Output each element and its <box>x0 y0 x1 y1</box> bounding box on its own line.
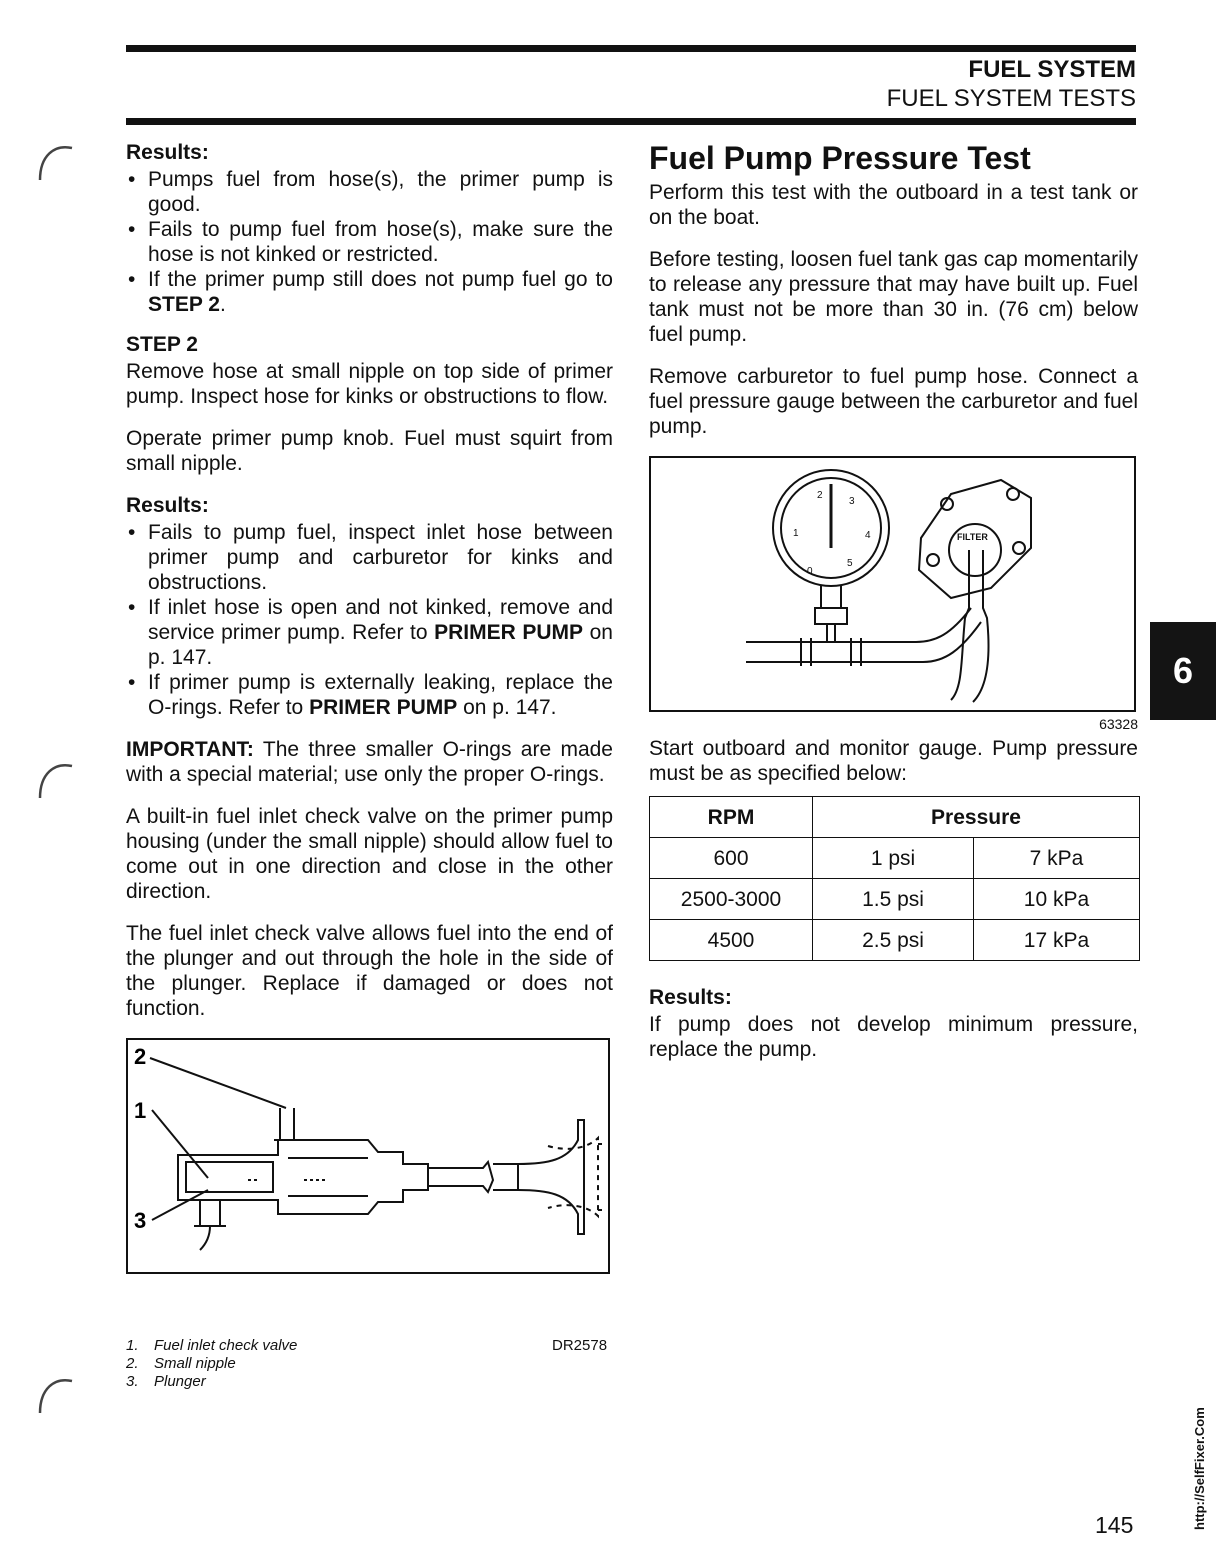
table-cell: 600 <box>650 838 813 879</box>
important-note: IMPORTANT: The three smaller O-rings are made with a special material; use only the proper O-rings. <box>126 738 613 786</box>
check-valve-text: The fuel inlet check valve allows fuel into the end of the plunger and out through the hole in the side of the plunger. Replace if damaged or does not function. <box>126 922 613 1020</box>
primer-pump-drawing <box>128 1040 608 1272</box>
table-header-row <box>650 797 1140 838</box>
legend-item: 2. Small nipple <box>126 1355 236 1372</box>
list-item: • Pumps fuel from hose(s), the primer pump is good. <box>126 167 613 217</box>
table-cell: 2500-3000 <box>650 879 813 920</box>
subsection-title: FUEL SYSTEM TESTS <box>886 85 1136 112</box>
results-heading: Results: <box>649 986 732 1009</box>
binder-hole-mark <box>34 1375 74 1415</box>
binder-hole-mark <box>34 760 74 800</box>
operate-text: Operate primer pump knob. Fuel must squirt from small nipple. <box>126 427 613 475</box>
legend-item: 1. Fuel inlet check valve <box>126 1337 298 1354</box>
table-cell: 10 kPa <box>974 879 1140 920</box>
gauge-mark: 2 <box>817 490 823 501</box>
table-row <box>650 920 1140 961</box>
chapter-tab: 6 <box>1150 622 1216 720</box>
figure-id: 63328 <box>1099 716 1138 732</box>
results-list <box>126 167 613 317</box>
page-title: Fuel Pump Pressure Test <box>649 140 1031 176</box>
left-column <box>126 140 613 1274</box>
callout-1: 1 <box>134 1098 147 1123</box>
header-top-rule <box>126 45 1136 52</box>
pressure-spec-table <box>649 796 1140 961</box>
results-heading: Results: <box>126 141 209 164</box>
right-column <box>649 140 1138 1079</box>
gauge-mark: 3 <box>849 496 855 507</box>
legend-item: 3. Plunger <box>126 1373 206 1390</box>
site-watermark: http://SelfFixer.Com <box>1192 1407 1207 1530</box>
filter-label: FILTER <box>957 532 988 542</box>
figure-id: DR2578 <box>552 1337 608 1354</box>
table-cell: 7 kPa <box>974 838 1140 879</box>
list-item: • If primer pump is externally leaking, replace the O-rings. Refer to PRIMER PUMP on p. 147. <box>126 670 613 720</box>
intro-text: Perform this test with the outboard in a test tank or on the boat. <box>649 181 1138 229</box>
gauge-mark: 5 <box>847 558 853 569</box>
table-cell: 2.5 psi <box>813 920 974 961</box>
list-item: • Fails to pump fuel, inspect inlet hose between primer pump and carburetor for kinks and obstructions. <box>126 520 613 595</box>
step2-text: Remove hose at small nipple on top side of primer pump. Inspect hose for kinks or obstructions to flow. <box>126 360 613 408</box>
section-title: FUEL SYSTEM <box>968 56 1136 83</box>
primer-pump-figure <box>126 1038 610 1274</box>
table-cell: 1.5 psi <box>813 879 974 920</box>
list-item: • Fails to pump fuel from hose(s), make sure the hose is not kinked or restricted. <box>126 217 613 267</box>
builtin-valve-text: A built-in fuel inlet check valve on the primer pump housing (under the small nipple) should allow fuel to come out in one direction and close in the other direction. <box>126 805 613 903</box>
gauge-mark: 1 <box>793 528 799 539</box>
gauge-mark: 4 <box>865 530 871 541</box>
table-row <box>650 879 1140 920</box>
callout-3: 3 <box>134 1208 147 1233</box>
binder-hole-mark <box>34 142 74 182</box>
results-list <box>126 520 613 720</box>
header-bottom-rule <box>126 118 1136 125</box>
table-header: Pressure <box>813 797 1140 838</box>
results-heading: Results: <box>126 494 209 517</box>
pressure-gauge-drawing <box>651 458 1134 710</box>
results-text: If pump does not develop minimum pressure, replace the pump. <box>649 1013 1138 1061</box>
callout-2: 2 <box>134 1044 147 1069</box>
connect-gauge-text: Remove carburetor to fuel pump hose. Connect a fuel pressure gauge between the carburetor and fuel pump. <box>649 365 1138 438</box>
list-item: • If the primer pump still does not pump fuel go to STEP 2. <box>126 267 613 317</box>
list-item: • If inlet hose is open and not kinked, remove and service primer pump. Refer to PRIMER PUMP on p. 147. <box>126 595 613 670</box>
table-cell: 1 psi <box>813 838 974 879</box>
figure-legend <box>126 1337 297 1391</box>
step2-heading: STEP 2 <box>126 333 198 356</box>
gauge-mark: 0 <box>807 566 813 577</box>
monitor-gauge-text: Start outboard and monitor gauge. Pump pressure must be as specified below: <box>649 737 1138 785</box>
before-testing-text: Before testing, loosen fuel tank gas cap momentarily to release any pressure that may have built up. Fuel tank must not be more than 30 in. (76 cm) below fuel pump. <box>649 248 1138 346</box>
table-cell: 4500 <box>650 920 813 961</box>
table-header: RPM <box>650 797 813 838</box>
page-number: 145 <box>1095 1512 1134 1538</box>
pressure-gauge-figure <box>649 456 1136 712</box>
table-row <box>650 838 1140 879</box>
table-cell: 17 kPa <box>974 920 1140 961</box>
